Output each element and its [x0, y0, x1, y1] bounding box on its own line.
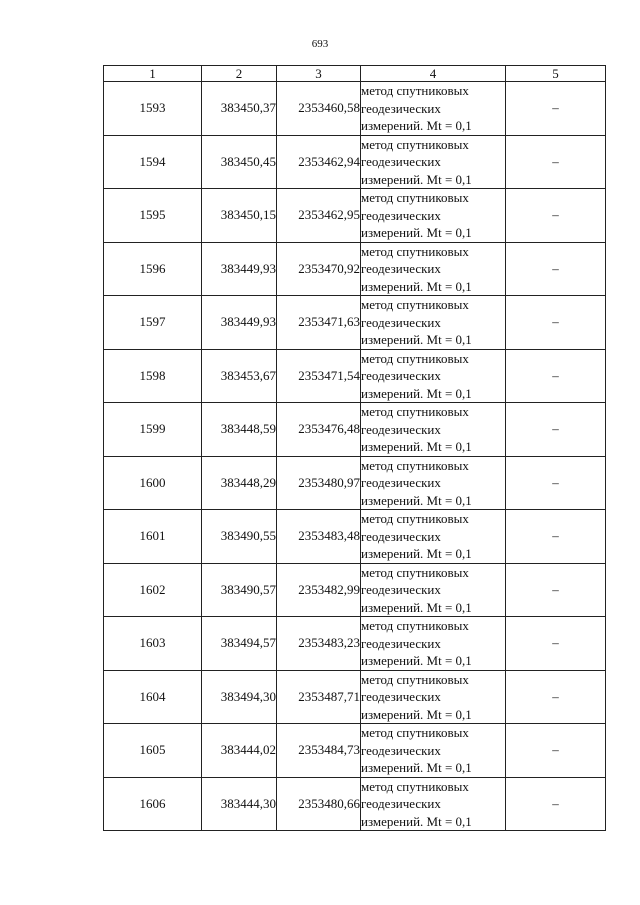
table-row: [104, 724, 606, 778]
method-line: метод спутниковых: [361, 350, 469, 366]
method-cell: [361, 563, 506, 617]
note-cell: –: [506, 135, 606, 189]
method-line: измерений. Mt = 0,1: [361, 653, 472, 668]
table-row: [104, 82, 606, 136]
method-line: геодезических: [361, 796, 441, 811]
y-coordinate-cell: 2353471,54: [277, 349, 361, 403]
method-line: измерений. Mt = 0,1: [361, 546, 472, 561]
method-line: геодезических: [361, 421, 441, 437]
method-line: измерений. Mt = 0,1: [361, 706, 472, 722]
x-coordinate-cell: 383448,59: [202, 403, 277, 457]
note-cell: –: [506, 670, 606, 724]
y-coordinate-cell: 2353480,66: [277, 777, 361, 831]
y-coordinate-cell: 2353476,48: [277, 403, 361, 457]
note-cell: –: [506, 242, 606, 296]
method-line: метод спутниковых: [361, 243, 469, 259]
x-coordinate-cell: 383450,37: [202, 82, 277, 136]
method-line: измерений. Mt = 0,1: [361, 278, 472, 294]
x-coordinate-cell: 383453,67: [202, 349, 277, 403]
method-line: измерений. Mt = 0,1: [361, 492, 472, 508]
y-coordinate-cell: 2353483,48: [277, 510, 361, 564]
note-cell: –: [506, 777, 606, 831]
point-number-cell: 1605: [104, 724, 202, 778]
method-cell: [361, 135, 506, 189]
method-cell: [361, 296, 506, 350]
point-number-cell: 1593: [104, 82, 202, 136]
method-line: геодезических: [361, 100, 441, 116]
note-cell: –: [506, 189, 606, 243]
column-header-note: 5: [506, 66, 606, 82]
method-cell: [361, 617, 506, 671]
method-line: измерений. Mt = 0,1: [361, 760, 472, 775]
point-number-cell: 1598: [104, 349, 202, 403]
method-line: геодезических: [361, 582, 441, 597]
method-cell: [361, 510, 506, 564]
method-line: метод спутниковых: [361, 136, 469, 152]
method-line: измерений. Mt = 0,1: [361, 225, 472, 240]
table-row: [104, 242, 606, 296]
y-coordinate-cell: 2353471,63: [277, 296, 361, 350]
x-coordinate-cell: 383444,30: [202, 777, 277, 831]
method-line: геодезических: [361, 742, 441, 758]
point-number-cell: 1594: [104, 135, 202, 189]
method-line: геодезических: [361, 368, 441, 383]
table-row: [104, 403, 606, 457]
table-row: [104, 135, 606, 189]
y-coordinate-cell: 2353483,23: [277, 617, 361, 671]
table-row: [104, 510, 606, 564]
method-line: метод спутниковых: [361, 725, 469, 740]
note-cell: –: [506, 82, 606, 136]
point-number-cell: 1606: [104, 777, 202, 831]
point-number-cell: 1601: [104, 510, 202, 564]
x-coordinate-cell: 383450,15: [202, 189, 277, 243]
method-line: геодезических: [361, 154, 441, 169]
note-cell: –: [506, 349, 606, 403]
method-line: метод спутниковых: [361, 511, 469, 526]
method-cell: [361, 777, 506, 831]
y-coordinate-cell: 2353487,71: [277, 670, 361, 724]
y-coordinate-cell: 2353462,94: [277, 135, 361, 189]
method-line: метод спутниковых: [361, 457, 469, 473]
note-cell: –: [506, 617, 606, 671]
x-coordinate-cell: 383444,02: [202, 724, 277, 778]
x-coordinate-cell: 383450,45: [202, 135, 277, 189]
method-line: метод спутниковых: [361, 618, 469, 633]
method-line: метод спутниковых: [361, 564, 469, 580]
method-cell: [361, 189, 506, 243]
note-cell: –: [506, 403, 606, 457]
method-line: измерений. Mt = 0,1: [361, 599, 472, 615]
x-coordinate-cell: 383494,57: [202, 617, 277, 671]
column-header-x: 2: [202, 66, 277, 82]
note-cell: –: [506, 456, 606, 510]
table-row: [104, 670, 606, 724]
y-coordinate-cell: 2353462,95: [277, 189, 361, 243]
method-line: измерений. Mt = 0,1: [361, 332, 472, 347]
y-coordinate-cell: 2353480,97: [277, 456, 361, 510]
y-coordinate-cell: 2353484,73: [277, 724, 361, 778]
method-line: геодезических: [361, 261, 441, 276]
x-coordinate-cell: 383448,29: [202, 456, 277, 510]
method-line: измерений. Mt = 0,1: [361, 439, 472, 454]
y-coordinate-cell: 2353482,99: [277, 563, 361, 617]
point-number-cell: 1602: [104, 563, 202, 617]
method-line: геодезических: [361, 314, 441, 330]
x-coordinate-cell: 383494,30: [202, 670, 277, 724]
point-number-cell: 1604: [104, 670, 202, 724]
note-cell: –: [506, 563, 606, 617]
note-cell: –: [506, 296, 606, 350]
point-number-cell: 1599: [104, 403, 202, 457]
page-number: 693: [311, 38, 329, 50]
coordinates-table: [103, 65, 606, 831]
table-row: [104, 189, 606, 243]
table-row: [104, 456, 606, 510]
method-line: геодезических: [361, 528, 441, 544]
note-cell: –: [506, 510, 606, 564]
method-cell: [361, 242, 506, 296]
y-coordinate-cell: 2353470,92: [277, 242, 361, 296]
y-coordinate-cell: 2353460,58: [277, 82, 361, 136]
method-line: измерений. Mt = 0,1: [361, 118, 472, 133]
point-number-cell: 1596: [104, 242, 202, 296]
column-header-point-number: 1: [104, 66, 202, 82]
table-row: [104, 777, 606, 831]
method-line: геодезических: [361, 475, 441, 490]
column-header-method: 4: [361, 66, 506, 82]
method-line: геодезических: [361, 207, 441, 223]
table-row: [104, 349, 606, 403]
method-cell: [361, 670, 506, 724]
method-line: метод спутниковых: [361, 297, 469, 312]
point-number-cell: 1597: [104, 296, 202, 350]
point-number-cell: 1595: [104, 189, 202, 243]
table-row: [104, 617, 606, 671]
table-row: [104, 296, 606, 350]
column-header-y: 3: [277, 66, 361, 82]
method-line: измерений. Mt = 0,1: [361, 385, 472, 401]
table-body: [104, 82, 606, 831]
method-cell: [361, 724, 506, 778]
method-line: геодезических: [361, 689, 441, 704]
table-row: [104, 563, 606, 617]
method-line: метод спутниковых: [361, 190, 469, 205]
method-line: геодезических: [361, 635, 441, 651]
method-cell: [361, 456, 506, 510]
method-line: метод спутниковых: [361, 778, 469, 794]
x-coordinate-cell: 383490,57: [202, 563, 277, 617]
method-cell: [361, 403, 506, 457]
method-cell: [361, 349, 506, 403]
point-number-cell: 1600: [104, 456, 202, 510]
method-line: измерений. Mt = 0,1: [361, 813, 472, 829]
method-line: измерений. Mt = 0,1: [361, 171, 472, 187]
table-header-row: [104, 66, 606, 82]
point-number-cell: 1603: [104, 617, 202, 671]
method-line: метод спутниковых: [361, 83, 469, 98]
x-coordinate-cell: 383490,55: [202, 510, 277, 564]
method-cell: [361, 82, 506, 136]
x-coordinate-cell: 383449,93: [202, 296, 277, 350]
method-line: метод спутниковых: [361, 404, 469, 419]
method-line: метод спутниковых: [361, 671, 469, 687]
x-coordinate-cell: 383449,93: [202, 242, 277, 296]
note-cell: –: [506, 724, 606, 778]
